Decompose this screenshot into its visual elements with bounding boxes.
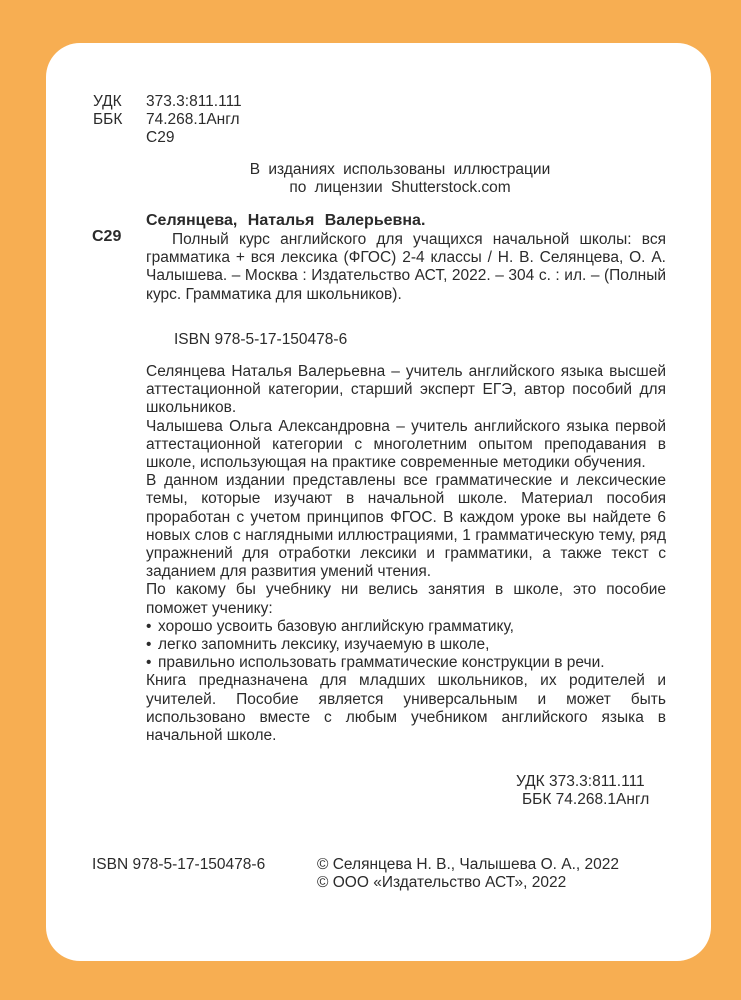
udk-bottom: УДК 373.3:811.111 — [516, 773, 645, 790]
annotation-content: В данном издании представлены все грамматические и лексические темы, которые изучают в начальной школе. Материал пособия проработан с учетом принципов ФГОС. В каждом уроке вы найдете 6 новых слов с наглядными иллюстрациями, 1 грамматическую тему, ряд упражнений для отработки лексики и грамматики, а также текст с заданием для развития умений чтения. — [146, 472, 666, 581]
annotation-purpose: По какому бы учебнику ни велись занятия в школе, это пособие поможет ученику: — [146, 581, 666, 617]
copyright-publisher: © ООО «Издательство АСТ», 2022 — [317, 874, 567, 891]
bibliographic-description: Полный курс английского для учащихся начальной школы: вся грамматика + вся лексика (ФГОС) 2-4 классы / Н. В. Селянцева, О. А. Чалышева. – Москва : Издательство АСТ, 2022. – 304 с. : ил. – (Полный курс. Грамматика для школьников). — [146, 231, 666, 303]
bullet-item: • правильно использовать грамматические конструкции в речи. — [146, 654, 605, 672]
bullet-icon: • — [146, 654, 152, 672]
bullet-item: • хорошо усвоить базовую английскую грамматику, — [146, 617, 514, 635]
bullet-icon: • — [146, 636, 152, 654]
annotation-bullets — [146, 618, 666, 673]
annotation-author2: Чалышева Ольга Александровна – учитель английского языка первой аттестационной категории с многолетним опытом преподавания в школе, использующая на практике современные методики обучения. — [146, 417, 666, 472]
illustration-note-line2: по лицензии Shutterstock.com — [289, 179, 511, 196]
bbk-value: 74.268.1Англ — [146, 111, 240, 128]
author-code: С29 — [146, 129, 175, 146]
isbn-line: ISBN 978-5-17-150478-6 — [174, 331, 348, 348]
udk-value: 373.3:811.111 — [146, 93, 242, 110]
footer-isbn: ISBN 978-5-17-150478-6 — [92, 856, 266, 873]
bullet-item: • легко запомнить лексику, изучаемую в школе, — [146, 636, 490, 654]
bbk-label: ББК — [93, 111, 123, 128]
illustration-note-line1: В изданиях использованы иллюстрации — [249, 161, 551, 178]
bullet-icon: • — [146, 617, 152, 635]
udk-label: УДК — [93, 93, 122, 110]
copyright-authors: © Селянцева Н. В., Чалышева О. А., 2022 — [317, 856, 619, 873]
author-code-left: С29 — [92, 228, 122, 245]
annotation — [146, 363, 666, 745]
bbk-bottom: ББК 74.268.1Англ — [522, 791, 650, 808]
annotation-audience: Книга предназначена для младших школьников, их родителей и учителей. Пособие является универсальным и может быть использовано вместе с любым учебником английского языка в начальной школе. — [146, 672, 666, 745]
author-heading: Селянцева, Наталья Валерьевна. — [146, 212, 426, 229]
annotation-author1: Селянцева Наталья Валерьевна – учитель английского языка высшей аттестационной категории, старший эксперт ЕГЭ, автор пособий для школьников. — [146, 363, 666, 417]
